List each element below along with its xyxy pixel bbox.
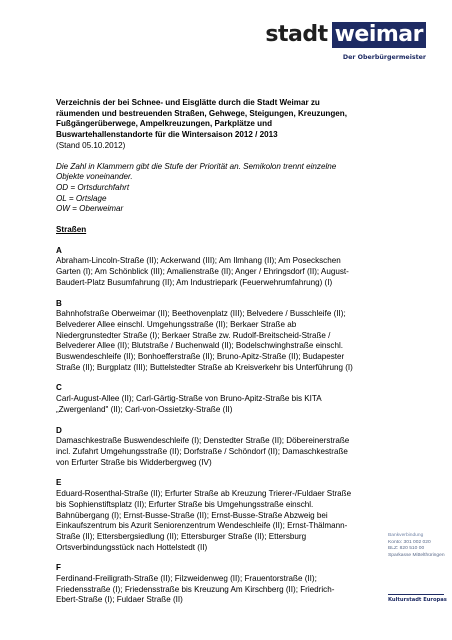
letter-group-d <box>56 426 374 469</box>
city-logo <box>265 22 426 61</box>
intro-line: Objekte voneinander. <box>56 172 133 182</box>
title-line: Fußgängerüberwege, Ampelkreuzungen, Parkplätze und <box>56 119 273 129</box>
footer-tagline: Kulturstadt Europas <box>388 597 447 603</box>
logo-stadt: stadt <box>265 22 328 47</box>
logo-subtitle: Der Oberbürgermeister <box>342 54 426 61</box>
entry-line: Abraham-Lincoln-Straße (II); Ackerwand (III); Am Ilmhang (II); Am Poseckschen <box>56 256 341 266</box>
bank-details-line: Sparkasse Mittelthüringen <box>388 552 445 558</box>
logo-weimar: weimar <box>332 22 426 48</box>
letter-group-b <box>56 299 374 374</box>
entry-line: incl. Zufahrt Umgehungsstraße (II); Dorfstraße / Schöndorf (II); Damaschkestraße <box>56 446 348 456</box>
entry-line: Garten (I); Am Schönblick (III); Amalienstraße (II); Anger / Ehringsdorf (II); August- <box>56 267 349 277</box>
date-line: (Stand 05.10.2012) <box>56 140 126 150</box>
title-line: Buswartehallenstandorte für die Wintersaison 2012 / 2013 <box>56 130 278 140</box>
title-line: Verzeichnis der bei Schnee- und Eisglätte durch die Stadt Weimar zu <box>56 98 320 107</box>
intro-text <box>56 162 374 216</box>
entry-line: Eduard-Rosenthal-Straße (II); Erfurter Straße ab Kreuzung Trierer-/Fuldaer Straße <box>56 489 352 499</box>
intro-line: Die Zahl in Klammern gibt die Stufe der Priorität an. Semikolon trennt einzelne <box>56 161 337 171</box>
entry-line: Damaschkestraße Buswendeschleife (I); Denstedter Straße (II); Döbereinerstraße <box>56 436 350 446</box>
entry-line: Niedergrunstedter Straße (I); Berkaer Straße zw. Rudolf-Breitscheid-Straße / <box>56 330 331 340</box>
entry-line: Carl-August-Allee (II); Carl-Gärtig-Straße von Bruno-Apitz-Straße bis KITA <box>56 394 322 404</box>
title-line: räumenden und bestreuenden Straßen, Gehwege, Steigungen, Kreuzungen, <box>56 108 347 118</box>
letter-heading: B <box>56 298 62 308</box>
entry-line: Einkaufszentrum bis Azurit Seniorenzentrum Wendeschleife (II); Ernst-Thälmann- <box>56 521 348 531</box>
entry-line: Bahnhofstraße Oberweimar (II); Beethovenplatz (III); Belvedere / Busschleife (II); <box>56 309 346 319</box>
entry-line: „Zwergenland" (II); Carl-von-Ossietzky-Straße (II) <box>56 404 233 414</box>
letter-group-f <box>56 563 374 606</box>
entry-line: Friedensstraße (I); Friedensstraße bis Kreuzung Am Kirschberg (II); Friedrich- <box>56 584 335 594</box>
entry-line: von Erfurter Straße bis Widderbergweg (IV) <box>56 457 212 467</box>
entry-line: Belvederer Allee einschl. Umgehungsstraße (II); Berkaer Straße ab <box>56 319 297 329</box>
bank-details-heading: Bankverbindung <box>388 533 424 538</box>
letter-heading: E <box>56 478 62 488</box>
letter-heading: F <box>56 563 61 573</box>
footer-divider <box>388 594 444 595</box>
intro-line: OD = Ortsdurchfahrt <box>56 182 130 192</box>
bank-details-line: Konto: 301 002 020 <box>388 539 431 545</box>
bank-details <box>388 533 450 559</box>
letter-heading: A <box>56 245 62 255</box>
intro-line: OL = Ortslage <box>56 193 107 203</box>
entry-line: Bahnübergang (I); Ernst-Busse-Straße (II); Ernst-Busse-Straße Abzweig bei <box>56 510 328 520</box>
letter-group-c <box>56 383 374 415</box>
logo-wordmark <box>265 22 426 48</box>
entry-line: Belvederer Allee (II); Blutstraße / Buchenwald (II); Bodelschwinghstraße einschl. <box>56 341 344 351</box>
letter-group-a <box>56 246 374 289</box>
letter-group-e <box>56 478 374 553</box>
entry-line: Baudert-Platz Busumfahrung (II); Am Industriepark (Feuerwehrumfahrung) (I) <box>56 277 333 287</box>
entry-line: Straße (II); Burgplatz (III); Buttelstedter Straße ab Kreisverkehr bis Unterführung (I) <box>56 362 353 372</box>
intro-line: OW = Oberweimar <box>56 204 124 214</box>
letter-heading: C <box>56 383 62 393</box>
document-title <box>56 98 374 141</box>
letter-heading: D <box>56 425 62 435</box>
bank-details-line: BLZ: 820 510 00 <box>388 546 425 552</box>
section-title: Straßen <box>56 225 87 235</box>
entry-line: Ortsverbindungsstück nach Hottelstedt (II) <box>56 542 208 552</box>
entry-line: bis Sophienstiftsplatz (II); Erfurter Straße bis Umgehungsstraße einschl. <box>56 499 314 509</box>
entry-line: Buswendeschleife (II); Bonhoefferstraße (II); Bruno-Apitz-Straße (II); Budapester <box>56 352 345 362</box>
entry-line: Straße (II); Ettersbergsiedlung (II); Ettersburger Straße (II); Ettersburg <box>56 531 307 541</box>
entry-line: Ebert-Straße (I); Fuldaer Straße (II) <box>56 595 183 605</box>
document-body <box>56 98 374 606</box>
entry-line: Ferdinand-Freiligrath-Straße (II); Filzweidenweg (II); Frauentorstraße (II); <box>56 574 317 584</box>
